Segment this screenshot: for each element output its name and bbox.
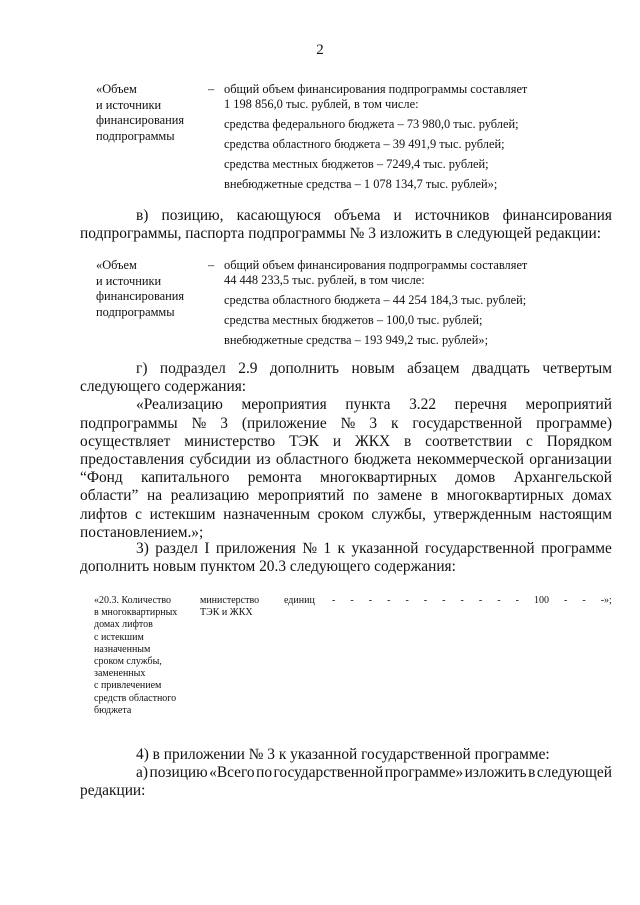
quote-last-line: постановлением.»; (80, 523, 204, 541)
indicator-values (332, 595, 612, 607)
financing-block-1 (96, 82, 616, 192)
dash: – (208, 258, 215, 272)
quote-line: осуществляет министерство ТЭК и ЖКХ в соответствии с Порядком (80, 432, 612, 450)
financing-block-1-label: «Объем и источники финансирования подпрограммы (96, 82, 185, 143)
dash: – (208, 82, 215, 96)
indicator-executor: министерство ТЭК и ЖКХ (200, 595, 260, 619)
paragraph-3 (80, 540, 612, 576)
financing-block-1-values: – общий объем финансирования подпрограммы составляет 1 198 856,0 тыс. рублей, в том числе: средства федерального бюджета – 73 980,0 тыс. рублей; средства областного бюджета – 39 491,9 тыс. рублей; средства местных бюджетов – 7249,4 тыс. рублей; внебюджетные средства – 1 078 134,7 тыс. рублей»; (208, 82, 528, 191)
indicator-value: - (497, 595, 501, 606)
indicator-value: 100 (533, 595, 549, 606)
paragraph-v-line1: в) позицию, касающуюся объема и источников финансирования (136, 207, 612, 224)
paragraph-g-line1: г) подраздел 2.9 дополнить новым абзацем двадцать четвертым (136, 360, 612, 377)
indicator-value: - (515, 595, 519, 606)
indicator-value: - (563, 595, 568, 606)
quote-line: «Реализацию мероприятия пункта 3.22 перечня мероприятий (136, 396, 612, 414)
paragraph-v-line2: подпрограммы, паспорта подпрограммы № 3 изложить в следующей редакции: (80, 225, 602, 243)
indicator-value: - (332, 595, 336, 606)
quote-line: предоставления субсидии из областного бюджета некоммерческой организации (80, 450, 612, 468)
indicator-value: - (368, 595, 373, 606)
paragraph-4a-line1: а) позицию «Всего по государственной программе» изложить в следующей (136, 764, 612, 782)
paragraph-4a-line2: редакции: (80, 782, 146, 800)
quote-line: подпрограммы № 3 (приложение № 3 к государственной программе) (80, 414, 612, 432)
paragraph-4-line1: 4) в приложении № 3 к указанной государственной программе: (136, 746, 550, 763)
indicator-value: -»; (600, 595, 612, 606)
paragraph-g (80, 360, 612, 542)
indicator-value: - (582, 595, 586, 606)
paragraph-4 (80, 746, 612, 801)
financing-block-2-values: – общий объем финансирования подпрограммы составляет 44 448 233,5 тыс. рублей, в том числе: средства областного бюджета – 44 254 184,3 тыс. рублей; средства местных бюджетов – 100,0 тыс. рублей; внебюджетные средства – 193 949,2 тыс. рублей»; (208, 258, 528, 347)
paragraph-v (80, 207, 612, 243)
indicator-value: - (350, 595, 354, 606)
indicator-name: «20.3. Количество в многоквартирных домах лифтов с истекшим назначенным сроком службы, замененных с привлечением средств областного бюджета (94, 595, 178, 716)
indicator-unit: единиц (284, 595, 315, 606)
indicator-value: - (387, 595, 391, 606)
quote-line: лифтов с истекшим назначенным сроком службы, утвержденным настоящим (80, 505, 612, 523)
indicator-value: - (423, 595, 428, 606)
paragraph-3-line2: дополнить новым пунктом 20.3 следующего содержания: (80, 558, 456, 576)
quote-line: “Фонд капитального ремонта многоквартирных домов Архангельской (80, 469, 612, 487)
financing-block-2 (96, 258, 616, 348)
indicator-value: - (405, 595, 409, 606)
financing-block-2-label: «Объем и источники финансирования подпрограммы (96, 258, 185, 319)
paragraph-3-line1: 3) раздел I приложения № 1 к указанной государственной программе (136, 540, 612, 557)
indicator-value: - (478, 595, 483, 606)
quote-line: области” на реализацию мероприятий по замене в многоквартирных домах (80, 487, 612, 505)
page-number: 2 (316, 42, 324, 58)
indicator-value: - (442, 595, 446, 606)
indicator-value: - (460, 595, 464, 606)
paragraph-g-line2: следующего содержания: (80, 378, 247, 396)
